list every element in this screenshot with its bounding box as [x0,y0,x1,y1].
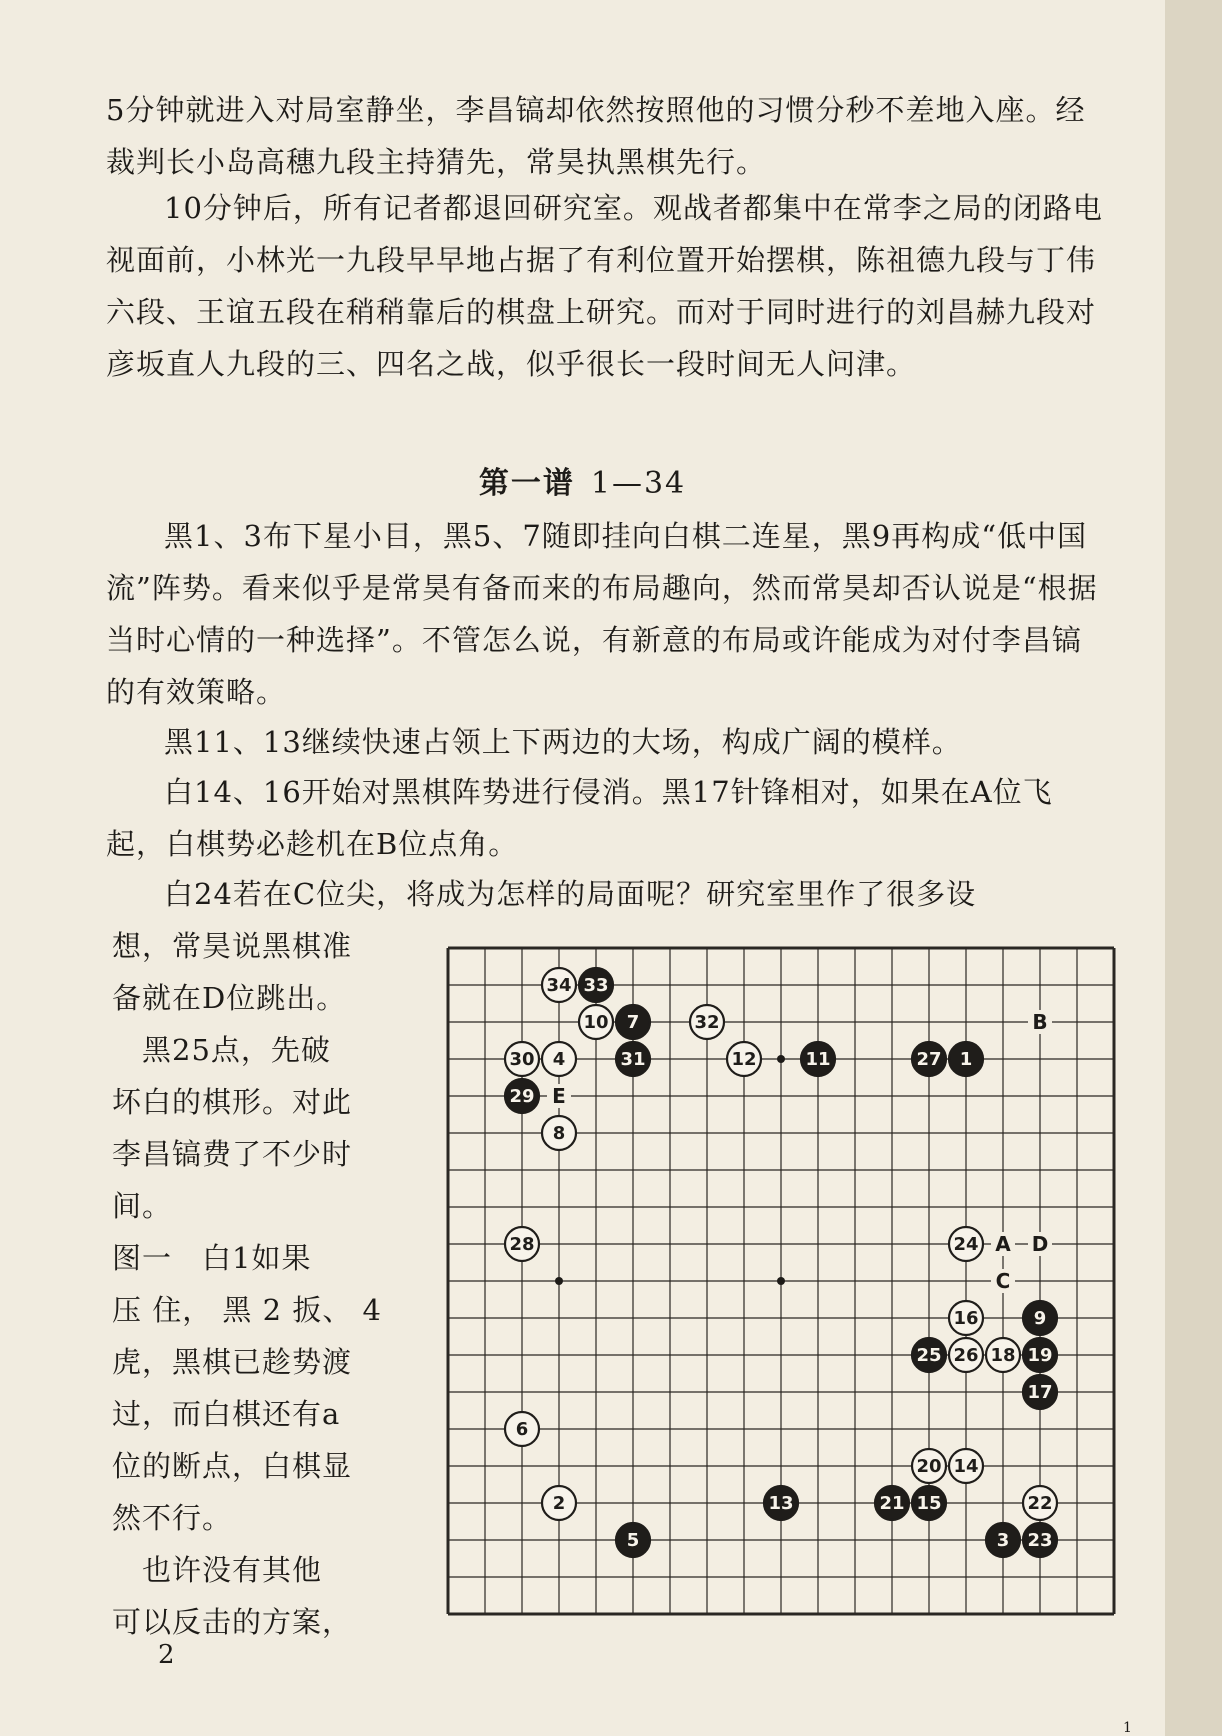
move-number: 9 [1033,1308,1047,1329]
move-number: 15 [916,1493,942,1514]
paragraph-3: 黑1、3布下星小目，黑5、7随即挂向白棋二连星，黑9再构成“低中国流”阵势。看来似乎是常昊有备而来的布局趣向，然而常昊却否认说是“根据当时心情的一种选择”。不管怎么说，有新意的布局或许能成为对付李昌镐的有效策略。 [106,519,1098,709]
move-number: 29 [509,1086,535,1107]
move-number: 27 [916,1049,942,1070]
section-title: 第一谱 [478,466,575,501]
board-label: C [995,1269,1011,1293]
move-number: 28 [509,1234,535,1255]
move-number: 25 [916,1345,942,1366]
narrow-line: 虎，黑棋已趁势渡 [112,1345,353,1379]
board-label: B [1032,1010,1048,1034]
narrow-line: 过，而白棋还有a [112,1397,341,1431]
move-number: 8 [552,1123,566,1144]
section-heading [0,458,1165,502]
move-number: 16 [953,1308,979,1329]
move-number: 3 [996,1530,1010,1551]
move-number: 5 [626,1530,640,1551]
move-number: 7 [626,1012,640,1033]
move-number: 18 [990,1345,1016,1366]
move-number: 23 [1027,1530,1053,1551]
move-number: 33 [583,975,609,996]
move-number: 20 [916,1456,942,1477]
narrow-line: 位的断点，白棋显 [112,1449,353,1483]
page-edge [1165,0,1222,1736]
move-number: 12 [731,1049,757,1070]
move-number: 30 [509,1049,535,1070]
star-point [777,1055,785,1063]
narrow-line: 黑25点，先破 [112,1033,331,1067]
move-number: 14 [953,1456,979,1477]
narrow-line: 也许没有其他 [112,1553,323,1587]
corner-mark: 1 [1123,1720,1132,1736]
narrow-line: 间。 [112,1189,173,1223]
move-number: 31 [620,1049,646,1070]
move-number: 22 [1027,1493,1053,1514]
section-moves: 1—34 [590,466,687,501]
move-number: 17 [1027,1382,1053,1403]
move-number: 19 [1027,1345,1053,1366]
narrow-line: 备就在D位跳出。 [112,981,347,1015]
move-number: 24 [953,1234,979,1255]
paragraph-2: 10分钟后，所有记者都退回研究室。观战者都集中在常李之局的闭路电视面前，小林光一九段早早地占据了有利位置开始摆棋，陈祖德九段与丁伟六段、王谊五段在稍稍靠后的棋盘上研究。而对于同时进行的刘昌赫九段对彦坂直人九段的三、四名之战，似乎很长一段时间无人问津。 [106,191,1103,381]
board-label: D [1031,1232,1049,1256]
narrow-line: 然不行。 [112,1501,233,1535]
board-label: A [995,1232,1011,1256]
move-number: 26 [953,1345,979,1366]
move-number: 4 [552,1049,566,1070]
paragraph-1: 5分钟就进入对局室静坐，李昌镐却依然按照他的习惯分秒不差地入座。经裁判长小岛高穗九段主持猜先，常昊执黑棋先行。 [106,93,1086,179]
move-number: 32 [694,1012,720,1033]
board-label: E [552,1084,566,1108]
move-number: 21 [879,1493,905,1514]
move-number: 11 [805,1049,831,1070]
paragraph-4: 黑11、13继续快速占领上下两边的大场，构成广阔的模样。 [164,725,962,759]
star-point [555,1277,563,1285]
star-point [777,1277,785,1285]
move-number: 10 [583,1012,609,1033]
paragraph-5: 白14、16开始对黑棋阵势进行侵消。黑17针锋相对，如果在A位飞起，白棋势必趁机在B位点角。 [106,775,1053,861]
narrow-line: 想，常昊说黑棋准 [112,929,353,963]
narrow-line: 压 住， 黑 2 扳、 4 [112,1293,382,1327]
go-board-diagram [446,946,1117,1617]
move-number: 2 [552,1493,566,1514]
page-number: 2 [158,1640,175,1670]
move-number: 13 [768,1493,794,1514]
paragraph-6: 白24若在C位尖，将成为怎样的局面呢？研究室里作了很多设 [164,877,977,911]
narrow-line: 坏白的棋形。对此 [112,1085,353,1119]
narrow-line: 可以反击的方案， [112,1605,353,1639]
narrow-line: 李昌镐费了不少时 [112,1137,353,1171]
move-number: 1 [959,1049,973,1070]
move-number: 6 [515,1419,529,1440]
narrow-text-column [112,920,397,1648]
narrow-line: 图一 白1如果 [112,1241,312,1275]
move-number: 34 [546,975,572,996]
